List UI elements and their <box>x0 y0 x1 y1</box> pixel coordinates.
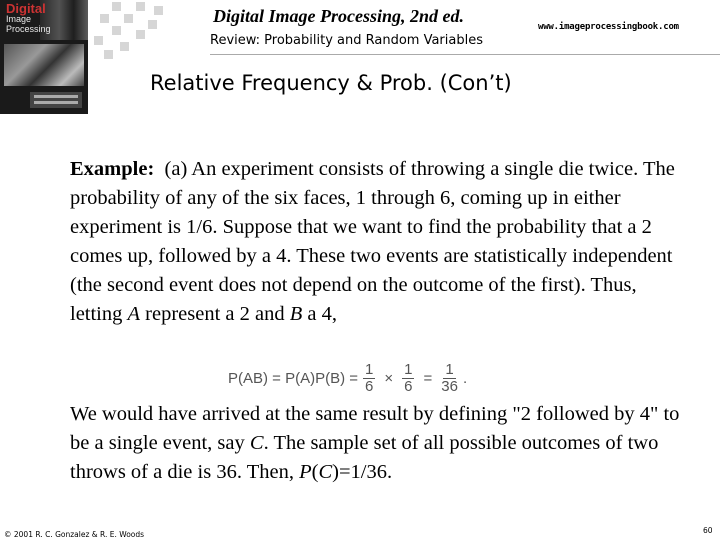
paren-open: ( <box>311 461 319 483</box>
example-paragraph <box>70 155 690 329</box>
conclusion-paragraph <box>70 400 690 487</box>
equation-period: . <box>462 369 468 387</box>
equation-lhs: P(AB) = P(A)P(B) = <box>228 369 359 387</box>
variable-b: B <box>289 303 303 325</box>
paragraph1-text: (a) An experiment consists of throwing a single die twice. The probability of any of the six faces, 1 through 6, coming up in either experiment is 1/6. Suppose that we want to find the probability that a 2 comes up, followed by a 4. These two events are statistically independent (the second event does not depend on the outcome of the first). Thus, letting <box>70 158 675 325</box>
fraction-one-thirty-sixth: $\frac{1}{36}$ <box>441 360 458 395</box>
fraction-one-sixth-a: $\frac{1}{6}$ <box>365 360 374 395</box>
website-url: www.imageprocessingbook.com <box>538 22 679 32</box>
fraction-one-sixth-b: $\frac{1}{6}$ <box>404 360 413 395</box>
decorative-mosaic <box>92 0 172 60</box>
book-cover <box>0 0 88 114</box>
example-label: Example: <box>70 158 155 180</box>
paragraph1-mid: represent a 2 and <box>140 303 290 325</box>
variable-p: P <box>299 461 312 483</box>
copyright-notice: © 2001 R. C. Gonzalez & R. E. Woods <box>4 530 145 539</box>
cover-title-line-1: Digital <box>6 1 46 16</box>
equals-sign: = <box>423 369 433 387</box>
variable-c: C <box>249 432 264 454</box>
probability-equation <box>228 358 467 398</box>
header-divider <box>210 54 720 55</box>
times-sign: × <box>384 369 394 387</box>
cover-title-line-2: Image <box>6 14 32 24</box>
variable-c-2: C <box>318 461 333 483</box>
paragraph2-text: We would have arrived at the same result by defining "2 followed by 4" to be a single event, say <box>70 403 680 454</box>
cover-title-line-3: Processing <box>6 24 51 34</box>
paragraph1-end: a 4, <box>302 303 338 325</box>
paragraph2-end: )=1/36. <box>332 461 393 483</box>
cover-title <box>6 1 56 34</box>
slide-title: Relative Frequency & Prob. (Con’t) <box>150 71 512 95</box>
page-number: 60 <box>703 526 713 535</box>
cover-authors-block <box>30 92 82 108</box>
variable-a: A <box>127 303 141 325</box>
section-subtitle: Review: Probability and Random Variables <box>210 33 483 48</box>
cover-image <box>4 44 84 86</box>
book-title: Digital Image Processing, 2nd ed. <box>213 6 464 26</box>
paragraph2-mid: . The sample set of all possible outcomes of two throws of a die is 36. Then, <box>70 432 659 483</box>
